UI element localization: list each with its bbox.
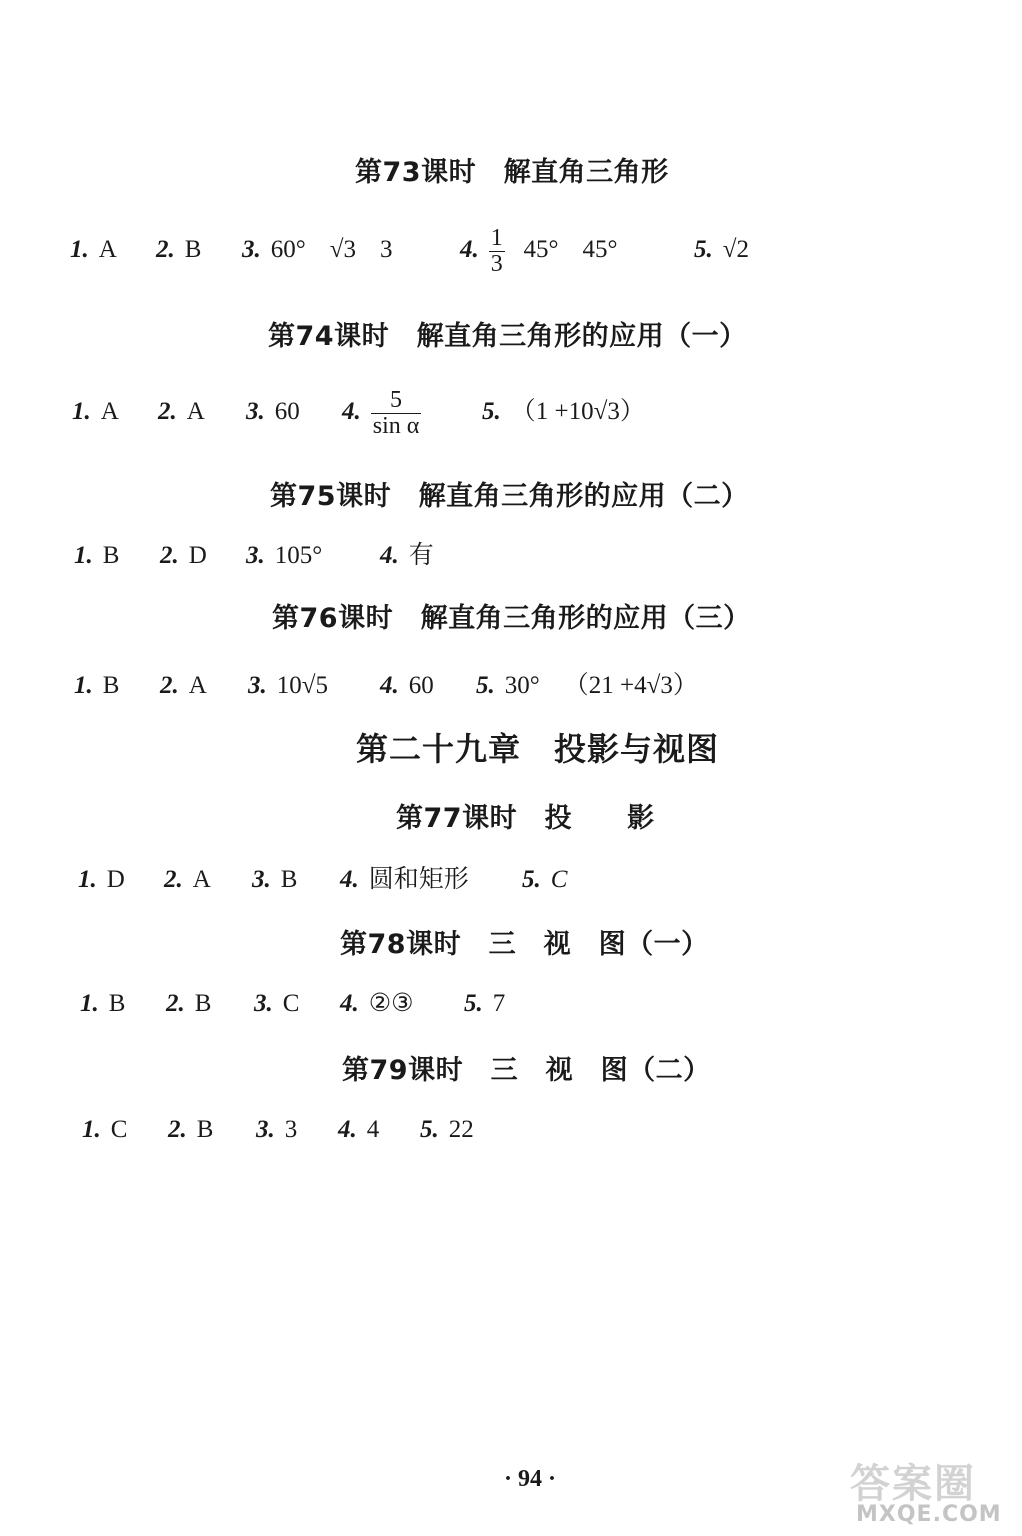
lesson-74-answers: [72, 384, 832, 440]
answer-item: 1. D: [78, 866, 125, 893]
lesson-76-answers: [74, 658, 834, 714]
lesson-73-title: 第73课时 解直角三角形: [355, 157, 669, 188]
lesson-79-title: 第79课时 三 视 图（二）: [342, 1055, 711, 1086]
fraction: $\frac{5}{\text{sin α}}$: [372, 386, 420, 439]
watermark-logo: [842, 1448, 1017, 1533]
answer-item: 5. （1 +10√3）: [482, 398, 645, 425]
answer-item: 5. 30° （21 +4√3）: [476, 672, 698, 699]
answer-item: 2. A: [158, 398, 205, 425]
answer-item: 2. B: [168, 1116, 214, 1143]
lesson-76-title: 第76课时 解直角三角形的应用（三）: [272, 603, 751, 634]
answer-item: 3. C: [254, 990, 300, 1017]
answer-item: 3. 3: [256, 1116, 298, 1143]
answer-item: 1. B: [80, 990, 126, 1017]
answer-item: 4. 有: [380, 542, 434, 569]
answer-item: 3. B: [252, 866, 298, 893]
answer-item: 3. 10√5: [248, 672, 328, 699]
answer-item: 1. C: [82, 1116, 128, 1143]
answer-item: 4. ②③: [340, 990, 414, 1017]
answer-item: 3. 60: [246, 398, 300, 425]
answer-item: 5. C: [522, 866, 568, 893]
lesson-78-answers: [80, 976, 840, 1032]
lesson-75-title: 第75课时 解直角三角形的应用（二）: [270, 481, 749, 512]
answer-item: 3. 105°: [246, 542, 323, 569]
answer-item: 2. D: [160, 542, 207, 569]
chapter-29-title: 第二十九章 投影与视图: [356, 730, 720, 768]
answer-item: 1. B: [74, 542, 120, 569]
answer-item: 4. 4: [338, 1116, 380, 1143]
answer-item: 1. B: [74, 672, 120, 699]
watermark-text: 答案圈: [850, 1461, 976, 1507]
fraction: $\frac{1}{3}$: [490, 224, 503, 277]
answer-item: 1. A: [70, 236, 117, 263]
lesson-77-answers: [78, 852, 838, 908]
answer-item: 2. A: [164, 866, 211, 893]
lesson-75-answers: [74, 528, 834, 584]
page-number: · 94 ·: [503, 1466, 556, 1492]
answer-item: 2. B: [156, 236, 202, 263]
answer-item: 3. 60° √3 3: [242, 236, 393, 263]
answer-item: 4. 圆和矩形: [340, 866, 469, 893]
lesson-77-title: 第77课时 投 影: [396, 803, 655, 834]
lesson-74-title: 第74课时 解直角三角形的应用（一）: [268, 321, 747, 352]
answer-item: 2. A: [160, 672, 207, 699]
lesson-79-answers: [82, 1102, 842, 1158]
answer-item: 5. 22: [420, 1116, 474, 1143]
lesson-73-answers: [70, 222, 830, 278]
answer-item: 5. 7: [464, 990, 506, 1017]
watermark-url: MXQE.COM: [856, 1502, 1002, 1527]
answer-item: 5. √2: [694, 236, 749, 263]
answer-item: 4. $\frac{5}{\text{sin α}}$: [342, 386, 420, 439]
answer-item: 4. $\frac{1}{3}$ 45° 45°: [460, 224, 618, 277]
lesson-78-title: 第78课时 三 视 图（一）: [340, 929, 709, 960]
answer-item: 1. A: [72, 398, 119, 425]
answer-item: 4. 60: [380, 672, 434, 699]
answer-item: 2. B: [166, 990, 212, 1017]
